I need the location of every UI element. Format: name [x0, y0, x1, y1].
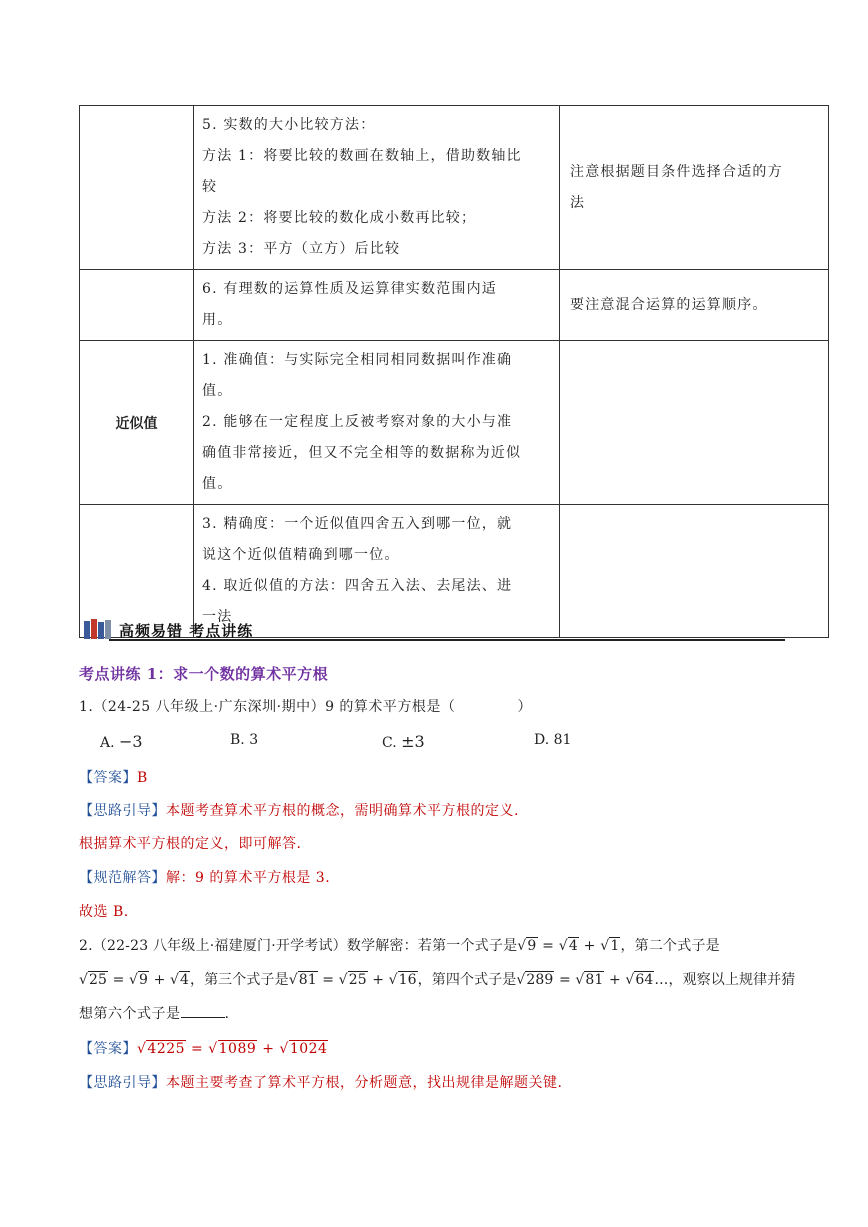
radicand: 4225: [147, 1041, 186, 1057]
option-value: 81: [553, 732, 572, 748]
category-cell: [80, 270, 194, 341]
guide-tag: 【思路引导】: [79, 803, 166, 819]
radicand: 25: [89, 972, 108, 988]
option-label: A.: [100, 735, 115, 751]
table-row: [80, 270, 829, 341]
option-c: [382, 732, 425, 751]
radicand: 1: [610, 938, 620, 954]
option-label: C.: [382, 735, 397, 751]
guide-text: 本题主要考查了算术平方根，分析题意，找出规律是解题关键.: [166, 1075, 563, 1091]
note-cell: [560, 270, 829, 341]
section-rule: [109, 639, 785, 641]
equation-3: √81 = √25 + √16: [288, 972, 417, 988]
content-line: 用。: [202, 312, 233, 328]
content-line: 4. 取近似值的方法：四舍五入法、去尾法、进: [202, 578, 513, 594]
q1-guide: [79, 800, 519, 820]
content-line: 3. 精确度：一个近似值四舍五入到哪一位，就: [202, 516, 513, 532]
question-2-line-2: [79, 969, 795, 989]
content-cell: [194, 341, 560, 505]
category-cell: [80, 106, 194, 270]
radicand: 16: [398, 972, 417, 988]
option-b: [230, 732, 258, 748]
content-line: 1. 准确值：与实际完全相同相同数据叫作准确: [202, 352, 513, 368]
category-cell: 近似值: [80, 341, 194, 505]
radicand: 81: [585, 972, 604, 988]
note-line: 法: [570, 194, 586, 211]
content-line: 值。: [202, 383, 233, 399]
content-line: 5. 实数的大小比较方法：: [202, 117, 376, 133]
q2-stem-g: .: [224, 1006, 230, 1022]
option-label: D.: [534, 732, 550, 748]
option-label: B.: [230, 732, 245, 748]
answer-tag: 【答案】: [79, 770, 137, 786]
table-row: [80, 106, 829, 270]
content-cell: [194, 270, 560, 341]
radicand: 289: [526, 972, 554, 988]
content-line: 值。: [202, 476, 233, 492]
question-2-line-3: [79, 1003, 229, 1023]
q2-stem-a: 2.（22-23 八年级上·福建厦门·开学考试）数学解密：若第一个式子是: [79, 938, 518, 954]
books-icon: [83, 618, 113, 640]
radicand: 4: [179, 972, 189, 988]
content-cell: [194, 106, 560, 270]
content-line: 一法: [202, 609, 233, 625]
guide-text: 本题考查算术平方根的概念，需明确算术平方根的定义.: [166, 803, 519, 819]
content-line: 方法 2：将要比较的数化成小数再比较；: [202, 210, 477, 226]
table-row: [80, 341, 829, 505]
answer-equation: √4225 = √1089 + √1024: [137, 1041, 328, 1057]
q1-stem-text: 1.（24-25 八年级上·广东深圳·期中）9 的算术平方根是（: [79, 699, 456, 715]
content-line: 较: [202, 179, 218, 195]
radicand: 81: [298, 972, 317, 988]
practice-heading: 考点讲练 1：求一个数的算术平方根: [79, 665, 329, 683]
note-line: 要注意混合运算的运算顺序。: [570, 296, 768, 313]
radicand: 4: [568, 938, 578, 954]
note-cell: [560, 341, 829, 505]
question-1-stem: [79, 696, 532, 716]
q1-answer: [79, 767, 148, 787]
option-d: [534, 732, 571, 748]
equation-4: √289 = √81 + √64: [516, 972, 654, 988]
q2-guide: [79, 1072, 562, 1092]
option-value: ±3: [401, 732, 425, 751]
content-line: 确值非常接近，但又不完全相等的数据称为近似: [202, 445, 522, 461]
q1-solution: [79, 867, 330, 887]
content-line: 6. 有理数的运算性质及运算律实数范围内适: [202, 281, 498, 297]
section-header: [79, 618, 785, 642]
content-line: 方法 1：将要比较的数画在数轴上，借助数轴比: [202, 148, 522, 164]
radicand: 64: [635, 972, 654, 988]
radicand: 9: [139, 972, 149, 988]
q1-stem-end: ）: [517, 699, 532, 715]
q2-stem-d: ，第四个式子是: [417, 972, 517, 988]
equation-1: √9 = √4 + √1: [517, 938, 620, 954]
option-a: [100, 732, 143, 751]
question-2-line-1: [79, 935, 720, 955]
q1-guide-line-2: 根据算术平方根的定义，即可解答.: [79, 836, 302, 852]
section-title: 高频易错 考点讲练: [119, 622, 254, 640]
radicand: 1024: [289, 1041, 328, 1057]
q2-stem-e: …，观察以上规律并猜: [654, 972, 796, 988]
q1-conclusion: 故选 B.: [79, 904, 129, 920]
q2-answer: [79, 1038, 328, 1058]
solution-text: 解：9 的算术平方根是 3.: [166, 870, 331, 886]
content-line: 方法 3：平方（立方）后比较: [202, 241, 401, 257]
answer-blank: [181, 1004, 225, 1018]
q2-stem-c: ，第三个式子是: [189, 972, 289, 988]
content-line: 说这个近似值精确到哪一位。: [202, 547, 400, 563]
equation-2: √25 = √9 + √4: [79, 972, 189, 988]
solution-tag: 【规范解答】: [79, 870, 166, 886]
radicand: 25: [348, 972, 367, 988]
option-value: 3: [249, 732, 259, 748]
radicand: 9: [527, 938, 537, 954]
note-cell: [560, 106, 829, 270]
answer-value: B: [137, 770, 148, 786]
q2-stem-b: ，第二个式子是: [620, 938, 720, 954]
option-value: −3: [119, 732, 143, 751]
content-line: 2. 能够在一定程度上反被考察对象的大小与准: [202, 414, 513, 430]
knowledge-table: [79, 105, 829, 638]
radicand: 1089: [218, 1041, 257, 1057]
answer-tag: 【答案】: [79, 1041, 137, 1057]
guide-tag: 【思路引导】: [79, 1075, 166, 1091]
note-line: 注意根据题目条件选择合适的方: [570, 163, 783, 180]
q2-stem-f: 想第六个式子是: [79, 1006, 181, 1022]
